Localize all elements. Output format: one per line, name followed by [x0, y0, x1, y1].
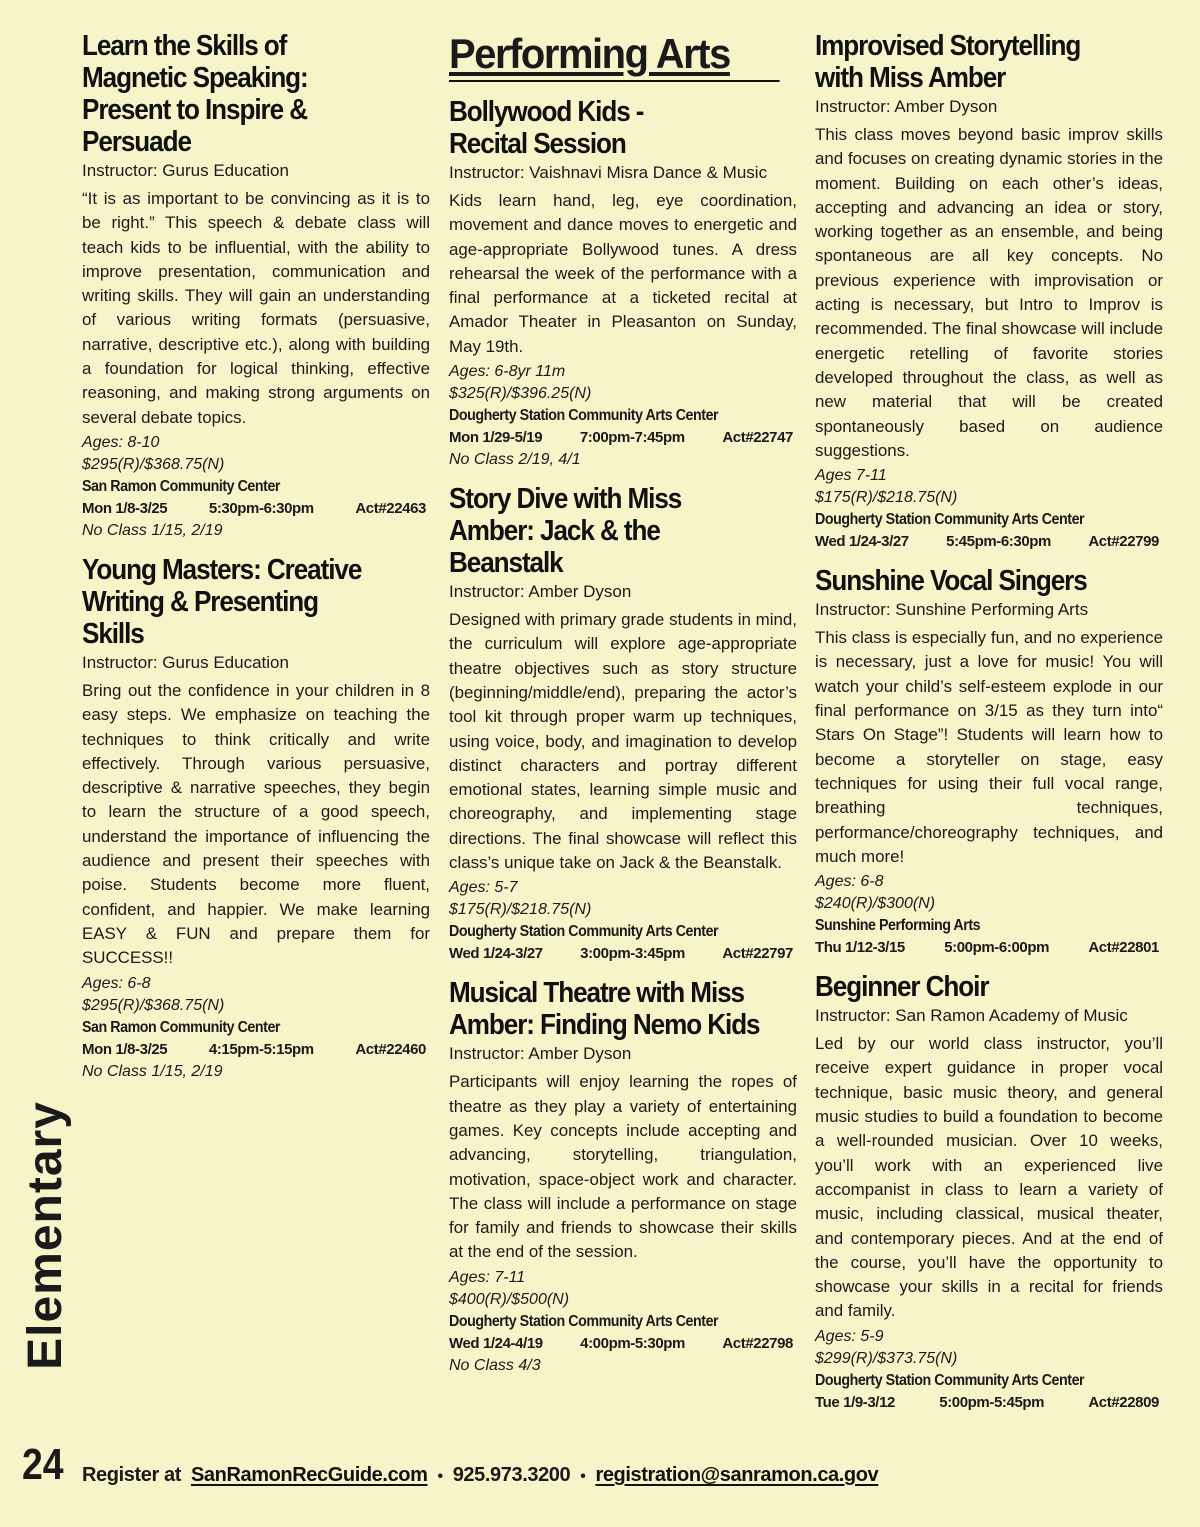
section-title-text: Performing Arts — [449, 30, 730, 77]
price: $175(R)/$218.75(N) — [449, 901, 592, 919]
activity-number: Act#22799 — [1088, 533, 1159, 551]
dates: Mon 1/8-3/25 — [82, 499, 168, 517]
dates: Wed 1/24-3/27 — [449, 945, 543, 963]
ages: Ages: 5-9 — [815, 1327, 884, 1345]
dates: Wed 1/24-3/27 — [815, 533, 909, 551]
location: Dougherty Station Community Arts Center — [449, 407, 719, 425]
description: Participants will enjoy learning the ropes of theatre as they play a variety of entertaining games. Key concepts include accepting and advancing, storytelling, triangulation, motivation, space-object work and character. The class will include a performance on stage for family and friends to showcase their skills at the end of the session. — [449, 1072, 797, 1262]
time: 7:00pm-7:45pm — [579, 429, 685, 447]
section-title — [449, 30, 780, 82]
ages: Ages: 6-8yr 11m — [449, 363, 566, 381]
instructor: Instructor: Gurus Education — [82, 161, 289, 180]
schedule-row — [815, 1392, 1163, 1414]
description: “It is as important to be convincing as it is to be right.” This speech & debate class will teach kids to be influential, with the ability to improve presentation, communication and writing skills. They will gain an understanding of various writing formats (persuasive, narrative, descriptive etc.), along with building a foundation for logical thinking, effective reasoning, and making strong arguments on several debate topics. — [82, 189, 430, 427]
price: $175(R)/$218.75(N) — [815, 489, 958, 507]
dates: Tue 1/9-3/12 — [815, 1393, 895, 1411]
time: 5:45pm-6:30pm — [946, 533, 1051, 551]
title-line: Story Dive with Miss — [449, 483, 682, 516]
location: San Ramon Community Center — [82, 1018, 281, 1036]
instructor: Instructor: Sunshine Performing Arts — [815, 600, 1089, 620]
location: Dougherty Station Community Arts Center — [449, 923, 719, 941]
no-class: No Class 2/19, 4/1 — [449, 451, 581, 469]
instructor: Instructor: Amber Dyson — [815, 97, 998, 116]
title-line: Persuade — [82, 126, 191, 158]
register-prefix: Register at — [82, 1464, 181, 1486]
title-line: Musical Theatre with Miss — [449, 977, 744, 1010]
schedule-row — [82, 1039, 430, 1061]
course-sunshine-vocal-singers — [815, 565, 1163, 959]
activity-number: Act#22809 — [1088, 1393, 1159, 1411]
course-title — [449, 483, 797, 579]
course-musical-theatre — [449, 977, 797, 1376]
activity-number: Act#22463 — [355, 499, 426, 517]
title-line: Beanstalk — [449, 547, 563, 580]
course-title — [449, 96, 797, 160]
schedule-row — [449, 943, 797, 965]
course-story-dive — [449, 483, 797, 965]
schedule-row — [815, 531, 1163, 553]
title-line: with Miss Amber — [815, 62, 1006, 94]
title-line: Improvised Storytelling — [815, 30, 1081, 62]
course-title — [815, 30, 1163, 94]
title-line: Bollywood Kids - — [449, 96, 644, 128]
instructor: Instructor: Vaishnavi Misra Dance & Music — [449, 163, 768, 182]
activity-number: Act#22797 — [722, 945, 793, 963]
time: 4:15pm-5:15pm — [208, 1040, 314, 1058]
dates: Mon 1/29-5/19 — [449, 429, 543, 447]
location: Dougherty Station Community Arts Center — [815, 1371, 1085, 1389]
activity-number: Act#22747 — [722, 429, 793, 447]
no-class: No Class 4/3 — [449, 1356, 541, 1374]
footer — [82, 1464, 878, 1487]
instructor: Instructor: Gurus Education — [82, 652, 289, 672]
course-title — [449, 977, 797, 1041]
ages: Ages 7-11 — [815, 467, 887, 485]
column-2 — [449, 30, 797, 1389]
time: 5:00pm-5:45pm — [939, 1393, 1045, 1411]
separator: • — [437, 1468, 443, 1485]
course-young-masters — [82, 554, 430, 1083]
section-tab — [20, 1100, 70, 1370]
phone-number: 925.973.3200 — [452, 1464, 571, 1486]
activity-number: Act#22801 — [1088, 939, 1159, 957]
price: $295(R)/$368.75(N) — [82, 996, 225, 1014]
course-title — [82, 554, 430, 650]
title-line: Magnetic Speaking: — [82, 62, 308, 94]
schedule-row — [449, 1333, 797, 1355]
ages: Ages: 8-10 — [82, 433, 160, 451]
course-title — [815, 971, 1163, 1003]
schedule-row — [449, 427, 797, 449]
activity-number: Act#22798 — [722, 1334, 793, 1352]
title-line: Young Masters: Creative — [82, 553, 362, 586]
description: Led by our world class instructor, you’ll receive expert guidance in proper vocal technique, basic music theory, and general music studies to build a foundation to become a well-rounded musician. Over 10 weeks, you’ll work with an experienced live accompanist in class to learn a variety of music, including classical, musical theater, and contemporary pieces. And at the end of the course, you’ll have the opportunity to showcase your skills in a recital for friends and family. — [815, 1034, 1163, 1321]
ages: Ages: 6-8 — [815, 873, 884, 891]
instructor: Instructor: Amber Dyson — [449, 582, 632, 602]
course-bollywood-kids — [449, 96, 797, 471]
location: Dougherty Station Community Arts Center — [449, 1312, 719, 1330]
description: Kids learn hand, leg, eye coordination, movement and dance moves to energetic and age-appropriate Bollywood tunes. A dress rehearsal the week of the performance with a final performance at a ticketed recital at Amador Theater in Pleasanton on Sunday, May 19th. — [449, 191, 797, 356]
column-1 — [82, 30, 430, 1095]
time: 4:00pm-5:30pm — [580, 1334, 685, 1352]
no-class: No Class 1/15, 2/19 — [82, 521, 223, 539]
title-line: Beginner Choir — [815, 971, 989, 1004]
no-class: No Class 1/15, 2/19 — [82, 1062, 223, 1080]
course-title — [82, 30, 430, 158]
price: $240(R)/$300(N) — [815, 895, 936, 913]
course-title — [815, 565, 1163, 597]
section-tab-label: Elementary — [18, 1100, 72, 1370]
title-line: Amber: Finding Nemo Kids — [449, 1009, 760, 1042]
time: 3:00pm-3:45pm — [580, 945, 685, 963]
description: Designed with primary grade students in mind, the curriculum will explore age-appropriate theatre objectives such as story structure (beginning/middle/end), preparing the actor’s tool kit through proper warm up techniques, using voice, body, and imagination to develop distinct characters and portray different emotional states, learning simple music and choreography, and implementing stage directions. The final showcase will reflect this class’s unique take on Jack & the Beanstalk. — [449, 610, 797, 873]
title-line: Present to Inspire & — [82, 94, 307, 126]
time: 5:30pm-6:30pm — [208, 499, 314, 517]
title-line: Sunshine Vocal Singers — [815, 565, 1087, 598]
course-improvised-storytelling — [815, 30, 1163, 553]
title-line: Writing & Presenting — [82, 585, 319, 618]
description: Bring out the confidence in your children in 8 easy steps. We emphasize on teaching the techniques to think critically and write effectively. Through various persuasive, descriptive & narrative speeches, they begin to learn the structure of a good speech, understand the importance of influencing the audience and present their speeches with poise. Students become more fluent, confident, and happier. We make learning EASY & FUN and prepare them for SUCCESS!! — [82, 680, 430, 968]
time: 5:00pm-6:00pm — [944, 939, 1050, 957]
price: $295(R)/$368.75(N) — [82, 455, 225, 473]
separator: • — [580, 1468, 586, 1485]
page-number: 24 — [22, 1440, 64, 1489]
email-link[interactable]: registration@sanramon.ca.gov — [595, 1464, 879, 1486]
price: $400(R)/$500(N) — [449, 1290, 570, 1308]
title-line: Learn the Skills of — [82, 30, 287, 62]
price: $299(R)/$373.75(N) — [815, 1349, 958, 1367]
ages: Ages: 7-11 — [449, 1268, 526, 1286]
dates: Wed 1/24-4/19 — [449, 1334, 543, 1352]
dates: Thu 1/12-3/15 — [815, 939, 905, 957]
column-3 — [815, 30, 1163, 1426]
course-magnetic-speaking — [82, 30, 430, 542]
title-line: Amber: Jack & the — [449, 515, 660, 548]
location: San Ramon Community Center — [82, 477, 281, 495]
description: This class moves beyond basic improv skills and focuses on creating dynamic stories in the moment. Building on each other’s ideas, accepting and advancing an idea or story, working together as an ensemble, and being spontaneous are all key concepts. No previous experience with improvisation or acting is necessary, but Intro to Improv is recommended. The final showcase will include energetic retelling of favorite stories developed throughout the class, as well as new material that will be created spontaneously based on audience suggestions. — [815, 125, 1163, 460]
course-beginner-choir — [815, 971, 1163, 1414]
schedule-row — [815, 937, 1163, 959]
description: This class is especially fun, and no experience is necessary, just a love for music! You will watch your child’s self-esteem explode in our final performance on 3/15 as they turn into“ Stars On Stage”! Students will learn how to become a storyteller on stage, easy techniques for using their full vocal range, breathing techniques, performance/choreography techniques, and much more! — [815, 628, 1163, 866]
website-link[interactable]: SanRamonRecGuide.com — [190, 1464, 428, 1486]
ages: Ages: 6-8 — [82, 974, 151, 992]
title-line: Recital Session — [449, 128, 626, 160]
location: Sunshine Performing Arts — [815, 917, 981, 935]
instructor: Instructor: Amber Dyson — [449, 1044, 632, 1064]
title-line: Skills — [82, 617, 144, 650]
location: Dougherty Station Community Arts Center — [815, 511, 1085, 529]
dates: Mon 1/8-3/25 — [82, 1040, 168, 1058]
price: $325(R)/$396.25(N) — [449, 385, 592, 403]
ages: Ages: 5-7 — [449, 879, 518, 897]
schedule-row — [82, 498, 430, 520]
activity-number: Act#22460 — [355, 1040, 426, 1058]
instructor: Instructor: San Ramon Academy of Music — [815, 1006, 1128, 1026]
